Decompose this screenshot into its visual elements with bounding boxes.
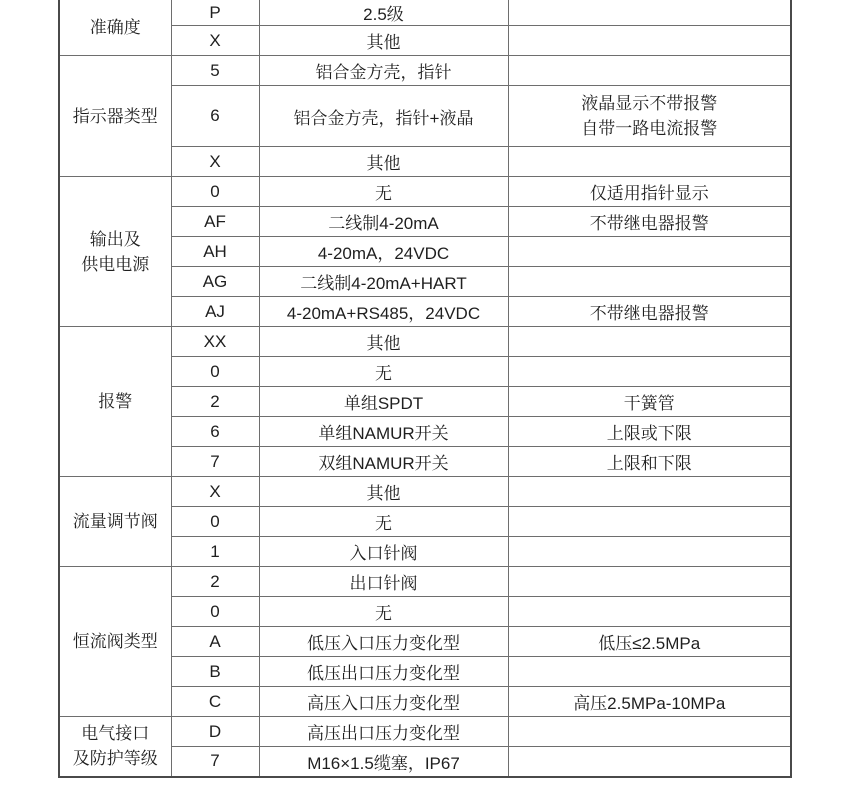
code-cell: 0: [171, 177, 259, 207]
code-cell: 6: [171, 417, 259, 447]
note-cell: [508, 0, 791, 26]
note-cell: [508, 267, 791, 297]
category-label: 恒流阀类型: [72, 632, 158, 651]
code-cell: 0: [171, 597, 259, 627]
code-cell: AG: [171, 267, 259, 297]
note-cell: 上限和下限: [508, 447, 791, 477]
category-label: 电气接口: [81, 724, 150, 744]
category-label: 指示器类型: [72, 106, 158, 126]
description-cell: 无: [259, 177, 508, 207]
code-cell: P: [171, 0, 259, 26]
code-cell: AH: [171, 237, 259, 267]
category-cell-accuracy: [59, 0, 171, 56]
note-cell: 高压2.5MPa-10MPa: [508, 687, 791, 717]
code-cell: 1: [171, 537, 259, 567]
code-cell: B: [171, 657, 259, 687]
code-cell: XX: [171, 327, 259, 357]
description-cell: 2.5级: [259, 0, 508, 26]
table-row: [59, 477, 791, 507]
note-cell: [508, 717, 791, 747]
table-row: [59, 56, 791, 86]
description-cell: 高压出口压力变化型: [259, 717, 508, 747]
note-line: 自带一路电流报警: [581, 119, 718, 138]
code-cell: 0: [171, 357, 259, 387]
category-label: 流量调节阀: [72, 512, 158, 531]
note-line: 液晶显示不带报警: [581, 94, 718, 113]
table-row: [59, 0, 791, 26]
code-cell: C: [171, 687, 259, 717]
description-cell: 其他: [259, 26, 508, 56]
code-cell: A: [171, 627, 259, 657]
description-cell: 铝合金方壳，指针+液晶: [259, 86, 508, 147]
category-label: 及防护等级: [72, 749, 158, 769]
note-cell: [508, 147, 791, 177]
description-cell: 高压入口压力变化型: [259, 687, 508, 717]
category-cell-indicator-type: [59, 56, 171, 177]
note-cell: [508, 56, 791, 86]
code-cell: X: [171, 477, 259, 507]
description-cell: 出口针阀: [259, 567, 508, 597]
note-cell: [508, 26, 791, 56]
description-cell: 低压出口压力变化型: [259, 657, 508, 687]
note-cell: [508, 86, 791, 147]
description-cell: 单组NAMUR开关: [259, 417, 508, 447]
note-cell: [508, 357, 791, 387]
description-cell: 4-20mA，24VDC: [259, 237, 508, 267]
table-row: [59, 567, 791, 597]
category-cell-output-power: [59, 177, 171, 327]
description-cell: 其他: [259, 327, 508, 357]
description-cell: 二线制4-20mA: [259, 207, 508, 237]
description-cell: M16×1.5缆塞，IP67: [259, 747, 508, 777]
note-cell: 不带继电器报警: [508, 207, 791, 237]
code-cell: 7: [171, 747, 259, 777]
description-cell: 二线制4-20mA+HART: [259, 267, 508, 297]
note-cell: [508, 537, 791, 567]
note-cell: [508, 327, 791, 357]
note-cell: 低压≤2.5MPa: [508, 627, 791, 657]
category-cell-constant-flow-valve-type: [59, 567, 171, 717]
code-cell: 0: [171, 507, 259, 537]
code-cell: 5: [171, 56, 259, 86]
description-cell: 4-20mA+RS485，24VDC: [259, 297, 508, 327]
code-cell: 7: [171, 447, 259, 477]
note-cell: [508, 477, 791, 507]
description-cell: 无: [259, 357, 508, 387]
spec-table: [58, 0, 792, 778]
note-cell: 上限或下限: [508, 417, 791, 447]
code-cell: 2: [171, 387, 259, 417]
note-cell: [508, 657, 791, 687]
description-cell: 无: [259, 597, 508, 627]
ordering-code-table-wrap: [58, 0, 792, 778]
code-cell: X: [171, 147, 259, 177]
note-cell: 仅适用指针显示: [508, 177, 791, 207]
category-label: 输出及: [89, 229, 141, 249]
table-row: [59, 327, 791, 357]
code-cell: D: [171, 717, 259, 747]
description-cell: 其他: [259, 147, 508, 177]
note-cell: 不带继电器报警: [508, 297, 791, 327]
note-cell: [508, 507, 791, 537]
table-row: [59, 177, 791, 207]
description-cell: 单组SPDT: [259, 387, 508, 417]
category-cell-flow-regulating-valve: [59, 477, 171, 567]
category-label: 报警: [98, 392, 133, 411]
note-cell: [508, 747, 791, 777]
description-cell: 其他: [259, 477, 508, 507]
note-cell: [508, 597, 791, 627]
description-cell: 低压入口压力变化型: [259, 627, 508, 657]
description-cell: 双组NAMUR开关: [259, 447, 508, 477]
description-cell: 无: [259, 507, 508, 537]
code-cell: X: [171, 26, 259, 56]
note-cell: 干簧管: [508, 387, 791, 417]
category-cell-electrical-interface-protection: [59, 717, 171, 777]
category-label: 准确度: [89, 18, 141, 37]
code-cell: AF: [171, 207, 259, 237]
code-cell: AJ: [171, 297, 259, 327]
code-cell: 2: [171, 567, 259, 597]
note-cell: [508, 567, 791, 597]
code-cell: 6: [171, 86, 259, 147]
description-cell: 铝合金方壳，指针: [259, 56, 508, 86]
table-row: [59, 717, 791, 747]
note-cell: [508, 237, 791, 267]
category-label: 供电电源: [81, 254, 150, 274]
category-cell-alarm: [59, 327, 171, 477]
description-cell: 入口针阀: [259, 537, 508, 567]
